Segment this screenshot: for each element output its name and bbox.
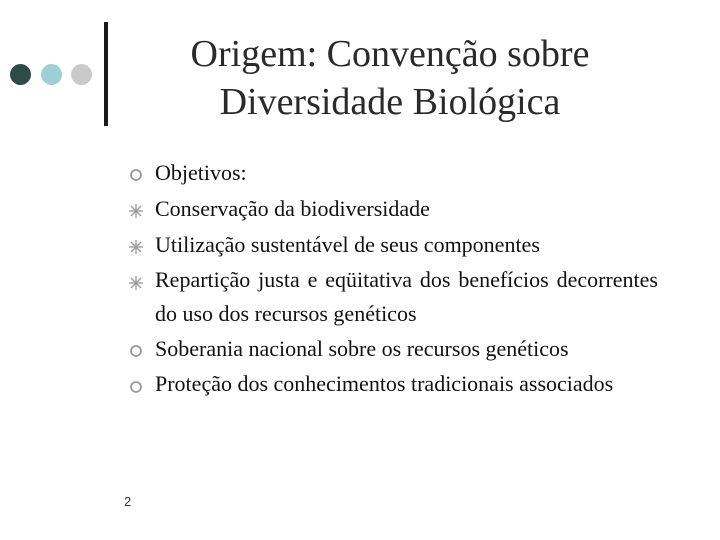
bullet-list: [128, 155, 658, 401]
list-item-text: Soberania nacional sobre os recursos genéticos: [155, 336, 569, 361]
teal-dot-icon: [41, 64, 62, 85]
list-item-text: Utilização sustentável de seus componentes: [155, 232, 540, 257]
page-number: 2: [124, 494, 132, 509]
decorative-dots: [10, 64, 96, 86]
slide-title-line-2: Diversidade Biológica: [219, 81, 561, 123]
circle-bullet-icon: [128, 331, 148, 367]
circle-bullet-icon: [128, 367, 148, 403]
list-item-text: Proteção dos conhecimentos tradicionais associados: [155, 371, 614, 396]
list-item: [128, 155, 658, 191]
list-item-text: Objetivos:: [155, 160, 247, 185]
list-item: [128, 227, 658, 263]
list-item: [128, 331, 658, 367]
slide-title: [140, 30, 640, 126]
slide-title-line-1: Origem: Convenção sobre: [190, 33, 590, 75]
title-divider: [104, 22, 108, 126]
list-item: [128, 191, 658, 227]
list-item: [128, 263, 658, 331]
list-item: [128, 367, 658, 401]
list-item-text: Conservação da biodiversidade: [155, 196, 430, 221]
circle-bullet-icon: [128, 155, 148, 191]
list-item-text: Repartição justa e eqüitativa dos benefícios decorrentes do uso dos recursos genéticos: [155, 267, 658, 326]
asterisk-bullet-icon: [128, 191, 148, 227]
asterisk-bullet-icon: [128, 227, 148, 263]
dark-dot-icon: [10, 64, 31, 85]
gray-dot-icon: [71, 64, 92, 85]
asterisk-bullet-icon: [128, 263, 148, 299]
